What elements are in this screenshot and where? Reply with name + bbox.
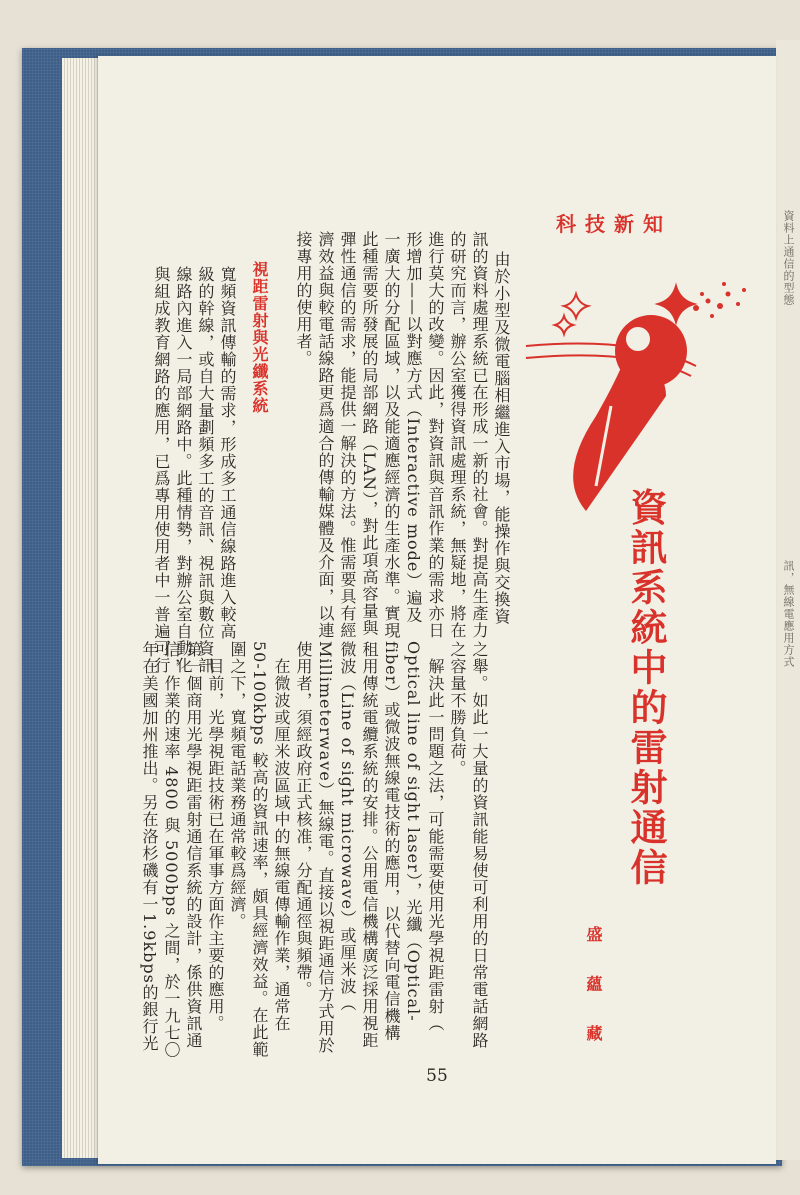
text-column: 形增加——以對應方式（Interactive mode）遍及 — [404, 231, 423, 624]
text-column: 的研究而言，辦公室獲得資訊處理系統，無疑地，將在 — [448, 231, 467, 639]
text-column: fiber）或微波無線電技術的應用，以代替向電信機構 — [382, 641, 401, 1042]
author-name: 盛 蘊 藏 — [584, 926, 603, 1056]
book-page — [98, 56, 776, 1164]
page-number: 55 — [426, 1066, 448, 1086]
text-column: 此種需要所發展的局部網路（LAN），對此項高容量與 — [360, 231, 379, 637]
section-heading: 視距雷射與光纖系統 — [250, 261, 269, 414]
next-page-fragment: 訊，無線電應用方式 — [782, 560, 795, 668]
text-column: 微波（Line of sight microwave）或厘米波（ — [338, 641, 357, 1012]
text-column: 訊的資料處理系統已在形成一新的社會。對提高生產力 — [470, 231, 489, 639]
text-column: 進行莫大的改變。因此，對資訊與音訊作業的需求亦日 — [426, 231, 445, 639]
text-column: 由於小型及微電腦相繼進入市場，能操作與交換資 — [492, 251, 511, 625]
text-column: 接專用的使用者。 — [294, 231, 313, 367]
text-column: 目前，光學視距技術已在軍事方面作主要的應用。 — [206, 658, 225, 1032]
text-column: 年在美國加州推出。另在洛杉磯有一1.9kbps的銀行光 — [140, 641, 159, 1052]
text-column: 第一個商用光學視距雷射通信系統的設計，係供資訊通 — [184, 641, 203, 1049]
next-page-fragment: 資料上通信的型態 — [782, 210, 795, 306]
text-column: 彈性通信的需求，能提供一解決的方法。惟需要具有經 — [338, 231, 357, 639]
text-column: 之容量不勝負荷。 — [448, 641, 467, 777]
text-column: 一廣大的分配區域，以及能適應經濟的生產水準。實現 — [382, 231, 401, 639]
text-column: 寬頻資訊傳輸的需求，形成多工通信線路進入較高 — [218, 266, 237, 640]
series-label: 科技新知 — [556, 212, 672, 236]
next-page-edge — [776, 40, 800, 1160]
text-column: 濟效益與較電話線路更爲適合的傳輸媒體及介面，以連 — [316, 231, 335, 639]
text-column: 在微波或厘米波區域中的無線電傳輸作業，通常在 — [272, 658, 291, 1032]
text-column: 與組成教育網路的應用，已爲專用使用者中一普遍可行 — [152, 266, 171, 674]
lower-text-block — [98, 56, 776, 1164]
article-title: 資訊系統中的雷射通信 — [624, 488, 667, 888]
text-column: 50-100kbps 較高的資訊速率，頗具經濟效益。在此範 — [250, 641, 269, 1058]
text-column: Optical line of sight laser），光纖（Optical- — [404, 641, 423, 1022]
text-column: 級的幹線，或自大量劃頻多工的音訊、視訊與數位資訊 — [196, 266, 215, 674]
text-column: 圍之下，寬頻電話業務通常較爲經濟。 — [228, 641, 247, 930]
text-column: 之舉。如此一大量的資訊能易使可利用的日常電話網路 — [470, 641, 489, 1049]
text-column: 信，作業的速率 4800 與 5000bps 之間，於一九七〇 — [162, 641, 181, 1059]
text-column: 線路內進入一局部網路中。此種情勢，對辦公室自動化 — [174, 266, 193, 674]
text-column: Millimeterwave）無線電。直接以視距通信方式用於 — [316, 641, 335, 1054]
text-column: 使用者，須經政府正式核准，分配通徑與頻帶。 — [294, 641, 313, 998]
text-column: 解決此一問題之法，可能需要使用光學視距雷射（ — [426, 658, 445, 1032]
text-column: 租用傳統電纜系統的安排。公用電信機構廣泛採用視距 — [360, 641, 379, 1049]
